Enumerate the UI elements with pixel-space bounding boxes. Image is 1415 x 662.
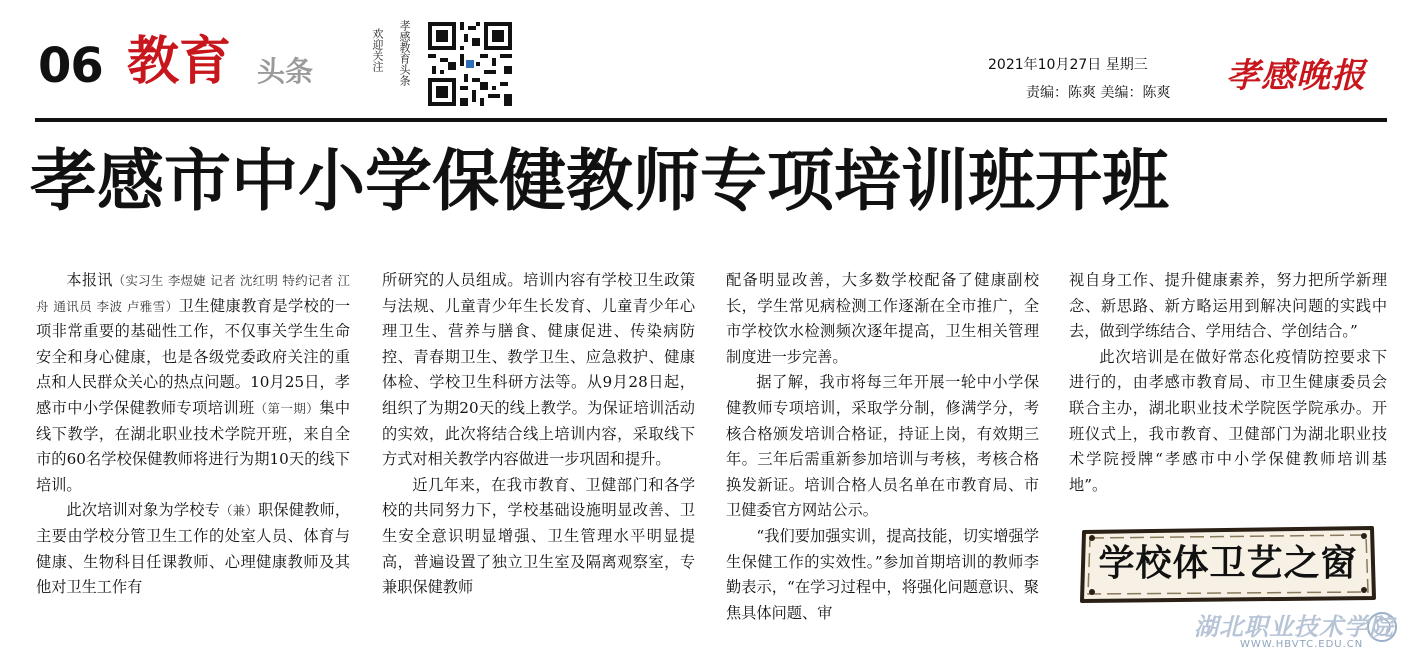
brand-vertical-label: 孝感教育头条 bbox=[398, 20, 411, 86]
logo-text: 孝感晚报 bbox=[1226, 56, 1366, 96]
paragraph-text: 卫生健康教育是学校的一项非常重要的基础性工作，不仅事关学生生命安全和身心健康，也是各级党委政府关注的重点和人民群众关心的热点问题。10月25日，孝感市中小学保健教师专项培训班 bbox=[36, 296, 351, 417]
article-column-1 bbox=[36, 268, 350, 601]
edition-note: （第一期） bbox=[254, 400, 320, 416]
article-column-2 bbox=[382, 268, 695, 601]
paragraph: 据了解，我市将每三年开展一轮中小学保健教师专项培训，采取学分制，修满学分，考核合格颁发培训合格证，持证上岗，有效期三年。三年后需重新参加培训与考核，考核合格换发新证。培训合格人员名单在市教育局、市卫健委官方网站公示。 bbox=[726, 373, 1039, 520]
watermark-title: 湖北职业技术学院 bbox=[1194, 612, 1394, 641]
article-column-3 bbox=[726, 268, 1039, 626]
paragraph bbox=[36, 498, 350, 600]
banner-text: 学校体卫艺之窗 bbox=[1098, 543, 1358, 584]
follow-prompt: 欢迎关注 bbox=[371, 28, 384, 72]
paragraph-text: 此次培训对象为学校专 bbox=[66, 501, 220, 520]
lead-tag: 本报讯 bbox=[66, 271, 113, 289]
editors-credit: 责编：陈爽 美编：陈爽 bbox=[1026, 85, 1171, 101]
qr-code-icon[interactable] bbox=[428, 22, 512, 106]
paragraph: 所研究的人员组成。培训内容有学校卫生政策与法规、儿童青少年生长发育、儿童青少年心理卫生、营养与膳食、健康促进、传染病防控、青春期卫生、教学卫生、应急救护、健康体检、学校卫生科研方法等。从9月28日起，组织了为期20天的线上教学。为保证培训活动的实效，此次将结合线上培训内容，采取线下方式对相关教学内容做进一步巩固和提升。 bbox=[382, 271, 695, 469]
article-headline: 孝感市中小学保健教师专项培训班开班 bbox=[30, 142, 1169, 220]
watermark bbox=[1182, 607, 1402, 655]
issue-date: 2021年10月27日 星期三 bbox=[988, 57, 1148, 73]
paragraph: 近几年来，在我市教育、卫健部门和各学校的共同努力下，学校基础设施明显改善、卫生安全意识明显增强、卫生管理水平明显提高，普遍设置了独立卫生室及隔离观察室，专兼职保健教师 bbox=[382, 475, 695, 597]
paragraph-text: 职保健教师，主要由学校分管卫生工作的处室人员、体育与健康、生物科目任课教师、心理健康教师及其他对卫生工作有 bbox=[36, 501, 350, 597]
paragraph: “我们要加强实训，提高技能，切实增强学生保健工作的实效性。”参加首期培训的教师李勤表示，“在学习过程中，将强化问题意识、聚焦具体问题、审 bbox=[726, 526, 1039, 622]
page-number: 06 bbox=[38, 38, 103, 94]
header-rule bbox=[35, 118, 1387, 122]
column-banner bbox=[1078, 524, 1378, 604]
watermark-url: WWW.HBVTC.EDU.CN bbox=[1240, 639, 1364, 650]
article-column-4 bbox=[1069, 268, 1387, 498]
paragraph: 视自身工作、提升健康素养，努力把所学新理念、新思路、新方略运用到解决问题的实践中去，做到学练结合、学用结合、学创结合。” bbox=[1069, 271, 1387, 341]
newspaper-logo bbox=[1205, 48, 1387, 104]
inline-note: （兼） bbox=[219, 503, 259, 519]
paragraph bbox=[36, 268, 350, 498]
paragraph: 配备明显改善，大多数学校配备了健康副校长，学生常见病检测工作逐渐在全市推广，全市学校饮水检测频次逐年提高，卫生相关管理制度进一步完善。 bbox=[726, 271, 1039, 366]
section-title: 教育 bbox=[127, 32, 232, 92]
byline: （实习生 李煜婕 记者 沈红明 特约记者 江舟 通讯员 李波 卢雅雪） bbox=[36, 273, 351, 314]
section-subtitle: 头条 bbox=[257, 55, 314, 88]
paragraph-text: 集中线下教学，在湖北职业技术学院开班，来自全市的60名学校保健教师将进行为期10天的线下培训。 bbox=[36, 398, 351, 494]
paragraph: 此次培训是在做好常态化疫情防控要求下进行的，由孝感市教育局、市卫生健康委员会联合主办，湖北职业技术学院医学院承办。开班仪式上，我市教育、卫健部门为湖北职业技术学院授牌“孝感市中小学保健教师培训基地”。 bbox=[1069, 347, 1387, 494]
